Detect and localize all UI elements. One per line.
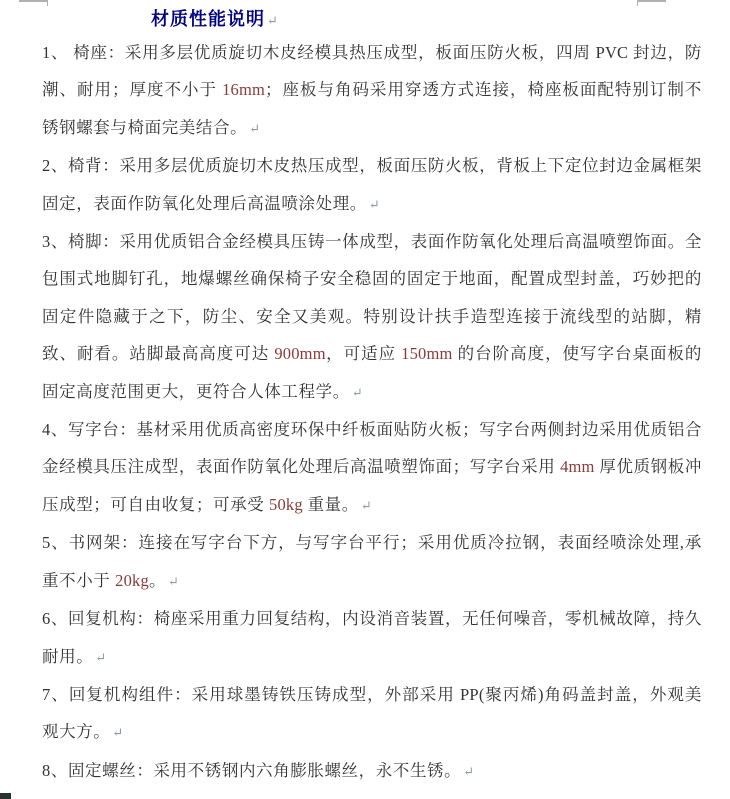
paragraph [42,223,702,411]
paragraph [42,34,702,147]
cutoff-text-artifact [0,793,11,799]
paragraph-mark-icon: ↵ [360,497,372,513]
measurement-value: 4mm [560,457,595,477]
body-text: ；座板与角码采用穿透方式连接，椅座板面配特别订制不锈钢螺套与椅面完美结合。 [42,80,702,137]
text-boundary-mark-top-left [19,0,48,6]
body-text: 3、椅脚：采用优质铝合金经模具压铸一体成型，表面作防氧化处理后高温喷塑饰面。全包围式地脚钉孔，地爆螺丝确保椅子安全稳固的固定于地面，配置成型封盖，巧妙把的固定件隐藏于之下，防尘、安全又美观。特别设计扶手造型连接于流线型的站脚，精致、耐看。站脚最高高度可达 [42,232,702,364]
measurement-value: 900mm [274,344,326,364]
paragraph-mark-icon: ↵ [267,13,278,28]
paragraph [42,524,702,600]
latin-text: PVC [595,43,629,62]
body-text: 8、固定螺丝：采用不锈钢内六角膨胀螺丝，永不生锈。 [42,760,462,780]
paragraph-mark-icon: ↵ [368,196,380,212]
body-text: 。 [148,570,167,590]
body-text: 5、书网架：连接在写字台下方，与写字台平行；采用优质冷拉钢，表面经喷涂处理,承重不小于 [42,533,702,590]
paragraph [42,676,702,752]
paragraph [42,147,702,223]
document-title [151,5,278,31]
measurement-value: 50kg [269,494,303,514]
body-text: 7、回复机构组件：采用球墨铸铁压铸成型，外部采用 [42,684,461,704]
latin-text: PP [460,684,479,704]
paragraph-mark-icon: ↵ [463,763,475,779]
paragraph-mark-icon: ↵ [112,725,124,741]
body-text: 2、椅背：采用多层优质旋切木皮热压成型，板面压防火板，背板上下定位封边金属框架固定，表面作防氧化处理后高温喷涂处理。 [42,156,702,213]
body-text: 6、回复机构：椅座采用重力回复结构，内设消音装置，无任何噪音，零机械故障，持久耐用。 [42,609,702,666]
body-text: 1、 椅座：采用多层优质旋切木皮经模具热压成型，板面压防火板，四周 [42,43,596,62]
measurement-value: 150mm [401,344,453,364]
document-body [42,34,702,790]
paragraph [42,600,702,676]
paragraph-mark-icon: ↵ [168,573,179,589]
body-text: 4、写字台：基材采用优质高密度环保中纤板面贴防火板；写字台两侧封边采用优质铝合金经模具压注成型，表面作防氧化处理后高温喷塑饰面；写字台采用 [42,420,702,477]
body-text: ，可适应 [325,344,402,364]
body-text: 重量。 [302,494,359,514]
document-title-text: 材质性能说明 [151,9,265,29]
paragraph-mark-icon: ↵ [351,384,363,400]
body-text: 封边，防潮、耐用；厚度不小于 [42,43,702,100]
paragraph [42,752,702,790]
body-text: (聚丙烯)角码盖封盖，外观美观大方。 [42,684,703,742]
body-text: 厚优质钢板冲压成型；可自由收复；可承受 [42,457,703,514]
paragraph-mark-icon: ↵ [249,120,261,136]
paragraph [42,411,702,524]
body-text: 的台阶高度，使写字台桌面板的固定高度范围更大，更符合人体工程学。 [42,344,703,401]
paragraph-mark-icon: ↵ [95,649,107,665]
text-boundary-mark-top-right [637,0,666,6]
measurement-value: 16mm [222,80,266,100]
measurement-value: 20kg [115,570,149,590]
